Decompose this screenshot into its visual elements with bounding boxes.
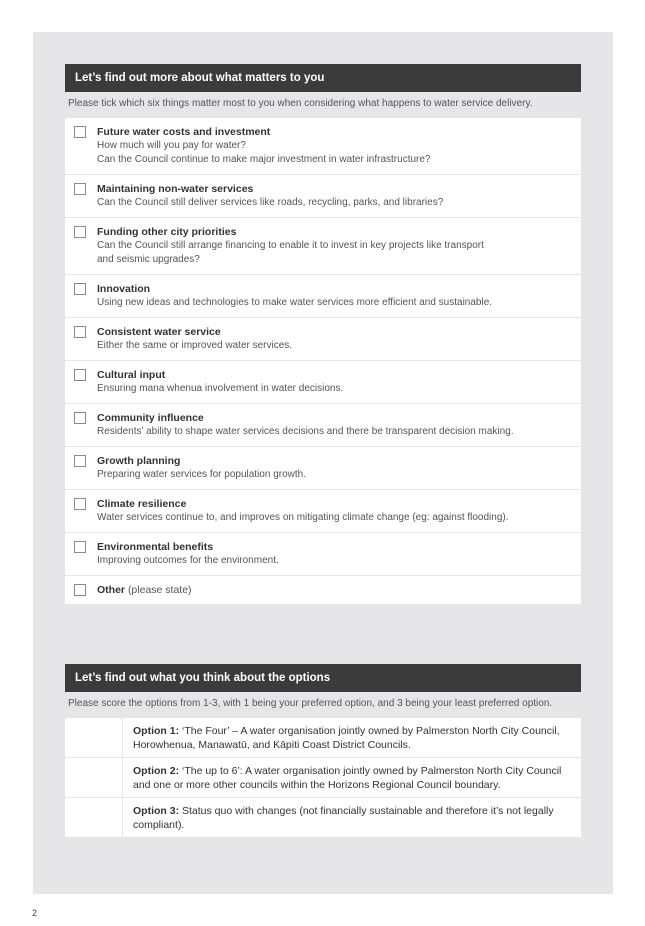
priority-title: Innovation — [97, 283, 151, 295]
priority-description: Improving outcomes for the environment. — [97, 555, 279, 566]
option-label: Option 1: — [133, 725, 180, 737]
priority-title: Funding other city priorities — [97, 226, 237, 238]
priority-description: Ensuring mana whenua involvement in water decisions. — [97, 383, 344, 394]
priority-title: Climate resilience — [97, 498, 187, 510]
priority-item — [65, 447, 581, 490]
priority-description: Can the Council still arrange financing to enable it to invest in key projects like transport — [97, 240, 484, 251]
priority-description: How much will you pay for water? — [97, 140, 246, 151]
option-text — [123, 798, 581, 837]
priority-title: Cultural input — [97, 369, 166, 381]
priority-item — [65, 361, 581, 404]
option-text — [123, 718, 581, 757]
priority-item-other — [65, 576, 581, 605]
priority-checkbox[interactable] — [74, 412, 86, 424]
priority-description: and seismic upgrades? — [97, 254, 200, 265]
option-label: Option 3: — [133, 805, 180, 817]
priority-item — [65, 404, 581, 447]
priority-title: Environmental benefits — [97, 541, 214, 553]
priority-checkbox[interactable] — [74, 326, 86, 338]
priority-description: Using new ideas and technologies to make water services more efficient and sustainable. — [97, 297, 493, 308]
other-label: Other — [97, 584, 126, 596]
priority-title-other — [97, 583, 571, 597]
options-heading: Let’s find out what you think about the options — [65, 664, 581, 692]
priority-item — [65, 318, 581, 361]
options-section — [65, 664, 581, 838]
checkbox-other[interactable] — [74, 584, 86, 596]
priority-checkbox[interactable] — [74, 126, 86, 138]
priority-title: Growth planning — [97, 455, 181, 467]
option-score-box[interactable] — [65, 718, 123, 757]
option-description: ‘The up to 6’: A water organisation jointly owned by Palmerston North City Council and one or more other councils within the Horizons Regional Council boundary. — [133, 765, 562, 791]
option-description: ‘The Four’ – A water organisation jointly owned by Palmerston North City Council, Horowhenua, Manawatū, and Kāpiti Coast District Councils. — [133, 725, 560, 751]
priority-item — [65, 490, 581, 533]
priority-checkbox[interactable] — [74, 183, 86, 195]
priorities-heading: Let’s find out more about what matters to you — [65, 64, 581, 92]
priority-item — [65, 175, 581, 218]
option-text — [123, 758, 581, 797]
priority-description: Can the Council still deliver services like roads, recycling, parks, and libraries? — [97, 197, 444, 208]
priority-item — [65, 118, 581, 175]
other-note: (please state) — [127, 584, 192, 596]
option-score-box[interactable] — [65, 798, 123, 837]
option-description: Status quo with changes (not financially sustainable and therefore it’s not legally compliant). — [133, 805, 554, 831]
priority-checkbox[interactable] — [74, 455, 86, 467]
priorities-list — [65, 118, 581, 576]
priority-description: Water services continue to, and improves on mitigating climate change (eg: against flooding). — [97, 512, 509, 523]
option-row — [65, 718, 581, 758]
priority-description: Residents’ ability to shape water services decisions and there be transparent decision making. — [97, 426, 514, 437]
priority-title: Community influence — [97, 412, 204, 424]
priority-item — [65, 533, 581, 576]
priority-title: Maintaining non-water services — [97, 183, 254, 195]
priority-description: Can the Council continue to make major investment in water infrastructure? — [97, 154, 431, 165]
option-label: Option 2: — [133, 765, 180, 777]
priorities-intro: Please tick which six things matter most to you when considering what happens to water service delivery. — [68, 98, 533, 109]
priority-checkbox[interactable] — [74, 541, 86, 553]
priority-item — [65, 218, 581, 275]
option-score-box[interactable] — [65, 758, 123, 797]
priority-checkbox[interactable] — [74, 369, 86, 381]
priority-title: Future water costs and investment — [97, 126, 271, 138]
priority-checkbox[interactable] — [74, 498, 86, 510]
priorities-section — [65, 64, 581, 605]
options-intro: Please score the options from 1-3, with 1 being your preferred option, and 3 being your least preferred option. — [68, 698, 553, 709]
page-number: 2 — [32, 908, 38, 918]
options-list — [65, 718, 581, 838]
priority-title: Consistent water service — [97, 326, 221, 338]
option-row — [65, 758, 581, 798]
priority-description: Preparing water services for population growth. — [97, 469, 306, 480]
option-row — [65, 798, 581, 838]
priority-item — [65, 275, 581, 318]
priority-description: Either the same or improved water services. — [97, 340, 293, 351]
priority-checkbox[interactable] — [74, 283, 86, 295]
priority-checkbox[interactable] — [74, 226, 86, 238]
